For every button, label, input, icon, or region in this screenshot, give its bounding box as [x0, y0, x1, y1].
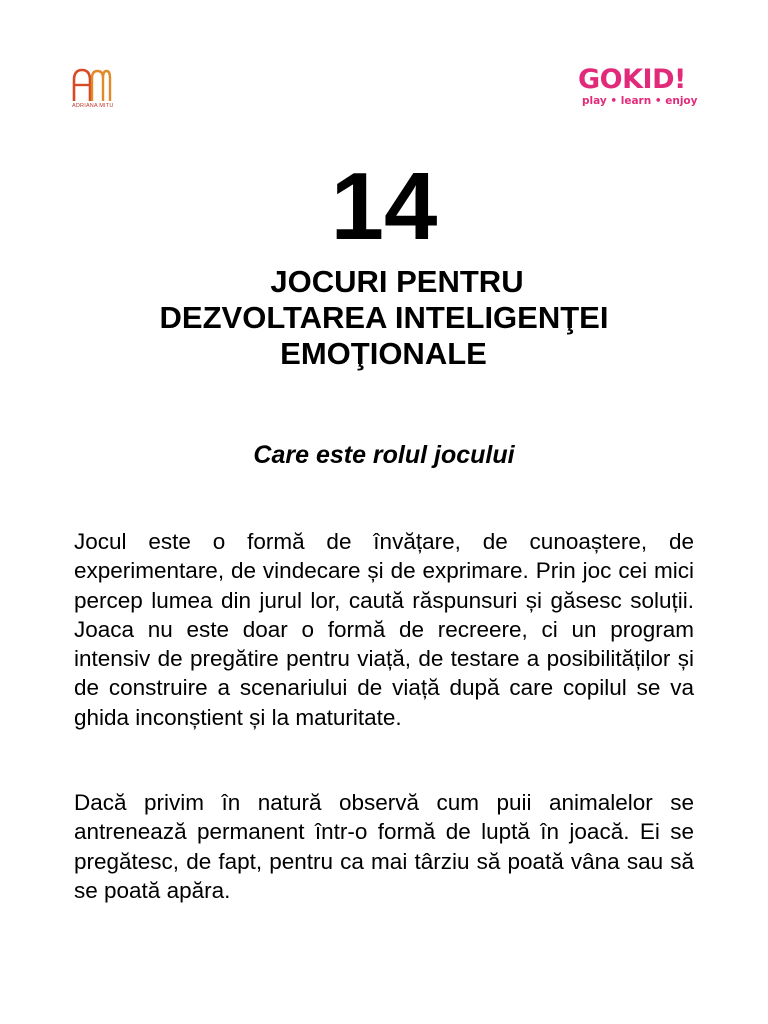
title-line-3: EMOŢIONALE [280, 336, 487, 371]
chapter-number: 14 [330, 153, 438, 260]
am-logo-caption: ADRIANA MITU [72, 103, 114, 109]
title-line-1: JOCURI PENTRU [270, 264, 524, 299]
gokid-tagline: play • learn • enjoy [582, 95, 698, 107]
section-subtitle: Care este rolul jocului [253, 441, 515, 469]
body-paragraph-1: Jocul este o formă de învățare, de cunoaștere, de experimentare, de vindecare și de exprimare. Prin joc cei mici percep lumea din jurul lor, caută răspunsuri și găsesc soluții. Joaca nu este doar o formă de recreere, ci un program intensiv de pregătire pentru viață, de testare a posibilităților și de construire a scenariului de viață după care copilul se va ghida inconștient și la maturitate. [74, 529, 694, 730]
gokid-wordmark: GOKID! [578, 64, 686, 95]
am-monogram-icon [72, 68, 112, 102]
adriana-mitu-logo [72, 68, 112, 112]
gokid-logo [576, 64, 700, 112]
body-paragraph-2: Dacă privim în natură observă cum puii animalelor se antrenează permanent într-o formă de luptă în joacă. Ei se pregătesc, de fapt, pentru ca mai târziu să poată vâna sau să se poată apăra. [74, 790, 694, 903]
document-title [0, 264, 768, 372]
title-line-2: DEZVOLTAREA INTELIGENŢEI [159, 300, 609, 335]
